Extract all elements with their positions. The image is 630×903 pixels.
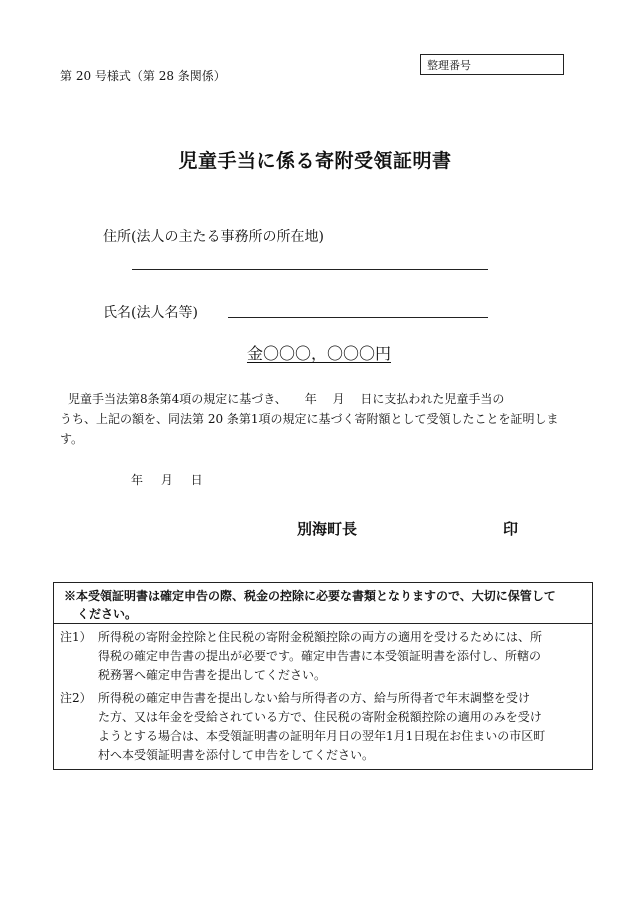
name-label: 氏名(法人名等) bbox=[103, 305, 198, 321]
seiri-number-label: 整理番号 bbox=[427, 59, 471, 72]
paragraph-line: す。 bbox=[60, 432, 84, 446]
note-tag: 注2） bbox=[60, 691, 92, 705]
form-number: 第 20 号様式（第 28 条関係） bbox=[60, 69, 226, 83]
amount-row bbox=[0, 341, 630, 364]
note-line: た方、又は年金を受給されている方で、住民税の寄附金税額控除の適用のみを受け bbox=[98, 710, 542, 724]
note-1 bbox=[54, 624, 592, 685]
certification-paragraph bbox=[60, 389, 580, 449]
document-title: 児童手当に係る寄附受領証明書 bbox=[178, 150, 452, 172]
amount-value: 金〇〇〇，〇〇〇円 bbox=[246, 344, 391, 363]
paragraph-line: 児童手当法第8条第4項の規定に基づき、 年 月 日に支払われた児童手当の bbox=[68, 392, 505, 406]
note-line: 税務署へ確定申告書を提出してください。 bbox=[98, 668, 327, 682]
address-label: 住所(法人の主たる事務所の所在地) bbox=[103, 229, 324, 245]
note-body bbox=[98, 628, 592, 685]
note-line: 得税の確定申告書の提出が必要です。確定申告書に本受領証明書を添付し、所轄の bbox=[98, 649, 542, 663]
issue-date: 年 月 日 bbox=[131, 473, 203, 487]
note-line: 所得税の寄附金控除と住民税の寄附金税額控除の両方の適用を受けるためには、所 bbox=[98, 630, 543, 644]
note-tag: 注1） bbox=[60, 630, 92, 644]
note-body bbox=[98, 689, 592, 765]
name-field-line[interactable] bbox=[228, 317, 488, 318]
note-line: ようとする場合は、本受領証明書の証明年月日の翌年1月1日現在お住まいの市区町 bbox=[98, 729, 546, 743]
notice-heading bbox=[54, 583, 592, 624]
paragraph-line: うち、上記の額を、同法第 20 条第1項の規定に基づく寄附額として受領したことを証明しま bbox=[60, 412, 559, 426]
address-field-line[interactable] bbox=[132, 269, 488, 270]
note-line: 所得税の確定申告書を提出しない給与所得者の方、給与所得者で年末調整を受け bbox=[98, 691, 531, 705]
notice-box bbox=[53, 582, 593, 770]
note-2 bbox=[54, 685, 592, 765]
note-line: 村へ本受領証明書を添付して申告をしてください。 bbox=[98, 748, 375, 762]
notice-heading-line: ※本受領証明書は確定申告の際、税金の控除に必要な書類となりますので、大切に保管して bbox=[64, 589, 556, 603]
notice-heading-line: ください。 bbox=[77, 607, 138, 621]
seal-mark: 印 bbox=[503, 520, 519, 538]
mayor-label: 別海町長 bbox=[297, 520, 358, 538]
seiri-number-box[interactable] bbox=[420, 54, 564, 75]
